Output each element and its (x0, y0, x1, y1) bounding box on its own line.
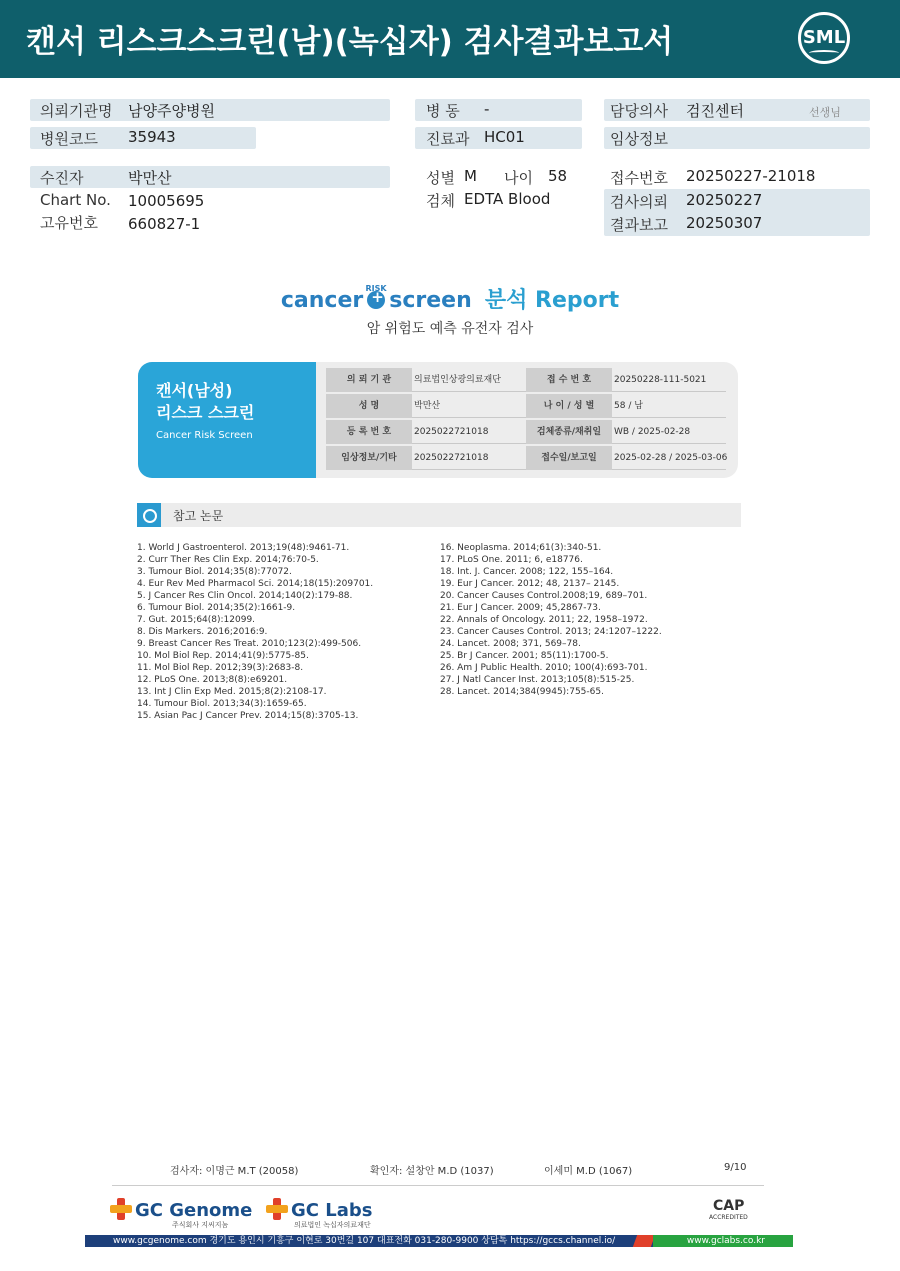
doctor2-signature: 이세미 M.D (1067) (544, 1166, 633, 1177)
card-title-line2: 리스크 스크린 (156, 403, 255, 422)
ward-label: 병 동 (426, 102, 460, 120)
age-label: 나이 (504, 169, 533, 187)
receipt-value: 20250227-21018 (686, 167, 816, 185)
code-label: 병원코드 (40, 130, 98, 148)
gc-cross-icon (266, 1198, 288, 1220)
card-value: WB / 2025-02-28 (614, 427, 691, 437)
references-header (137, 503, 741, 527)
patient-bar (30, 166, 390, 188)
brand-cancer: cancer (280, 288, 364, 313)
patient-label: 수진자 (40, 169, 84, 187)
brand-report: 분석 Report (484, 288, 620, 313)
card-key: 의 뢰 기 관 (326, 368, 412, 392)
report-title: 캔서 리스크스크린(남)(녹십자) 검사결과보고서 (26, 24, 674, 60)
age-value: 58 (548, 167, 568, 185)
reference-item: 24. Lancet. 2008; 371, 569–78. (440, 639, 581, 649)
ward-value: - (484, 100, 490, 118)
patient-value: 박만산 (128, 169, 172, 187)
reference-item: 21. Eur J Cancer. 2009; 45,2867-73. (440, 603, 601, 613)
card-row (326, 394, 726, 418)
reference-item: 11. Mol Biol Rep. 2012;39(3):2683-8. (137, 663, 304, 673)
footer-bar (85, 1235, 793, 1247)
footer-address: www.gcgenome.com 경기도 용인시 기흥구 이현로 30번길 107 대표전화 031-280-9900 상담톡 https://gccs.channel.io/ (113, 1236, 616, 1246)
references-right (440, 542, 662, 698)
reference-item: 1. World J Gastroenterol. 2013;19(48):9461-71. (137, 543, 350, 553)
card-title-line1: 캔서(남성) (156, 381, 233, 400)
card-title (156, 380, 254, 424)
id-label: 고유번호 (40, 214, 98, 232)
reference-item: 9. Breast Cancer Res Treat. 2010;123(2):499-506. (137, 639, 362, 649)
brand-risk: RISK (365, 284, 387, 293)
reference-item: 8. Dis Markers. 2016;2016:9. (137, 627, 268, 637)
reference-item: 17. PLoS One. 2011; 6, e18776. (440, 555, 583, 565)
sml-logo-text: SML (802, 27, 846, 48)
footer-red-stripe (633, 1235, 655, 1247)
card-row (326, 446, 726, 470)
reference-item: 19. Eur J Cancer. 2012; 48, 2137– 2145. (440, 579, 620, 589)
doctor-suffix: 선생님 (809, 106, 841, 119)
gc-labs-sub: 의료법인 녹십자의료재단 (294, 1221, 371, 1229)
card-key: 임상정보/기타 (326, 446, 412, 470)
specimen-value: EDTA Blood (464, 190, 551, 208)
gc-genome-logo (110, 1198, 253, 1229)
card-row (326, 420, 726, 444)
cap-title: CAP (713, 1198, 745, 1214)
chart-value: 10005695 (128, 192, 205, 210)
clinical-label: 임상정보 (610, 130, 668, 148)
reference-item: 27. J Natl Cancer Inst. 2013;105(8):515-25. (440, 675, 635, 685)
doctor-value: 검진센터 (686, 102, 744, 120)
card-key: 접 수 번 호 (526, 368, 612, 392)
footer-divider (112, 1185, 764, 1186)
doctor-label: 담당의사 (610, 102, 668, 120)
reference-item: 3. Tumour Biol. 2014;35(8):77072. (137, 567, 292, 577)
cap-sub: ACCREDITED (709, 1214, 748, 1221)
reference-item: 2. Curr Ther Res Clin Exp. 2014;76:70-5. (137, 555, 319, 565)
sex-label: 성별 (426, 169, 455, 187)
report-label: 결과보고 (610, 216, 668, 234)
references-title: 참고 논문 (173, 509, 224, 523)
card-title-panel (138, 362, 316, 478)
report-value: 20250307 (686, 214, 763, 232)
id-value: 660827-1 (128, 215, 201, 233)
card-value: 20250228-111-5021 (614, 375, 707, 385)
reference-item: 14. Tumour Biol. 2013;34(3):1659-65. (137, 699, 307, 709)
reference-item: 13. Int J Clin Exp Med. 2015;8(2):2108-17. (137, 687, 327, 697)
reference-item: 16. Neoplasma. 2014;61(3):340-51. (440, 543, 602, 553)
sml-logo-arc (809, 50, 839, 56)
card-title-en: Cancer Risk Screen (156, 430, 253, 441)
tester-signature: 검사자: 이명근 M.T (20058) (170, 1166, 299, 1177)
reference-item: 22. Annals of Oncology. 2011; 22, 1958–1972. (440, 615, 648, 625)
reference-item: 20. Cancer Causes Control.2008;19, 689–701. (440, 591, 648, 601)
card-value: 58 / 남 (614, 401, 643, 411)
reference-item: 10. Mol Biol Rep. 2014;41(9):5775-85. (137, 651, 309, 661)
card-key: 나 이 / 성 별 (526, 394, 612, 418)
dept-value: HC01 (484, 128, 525, 146)
gc-cross-icon (110, 1198, 132, 1220)
card-key: 검체종류/채취일 (526, 420, 612, 444)
card-key: 등 록 번 호 (326, 420, 412, 444)
receipt-label: 접수번호 (610, 169, 668, 187)
reference-item: 12. PLoS One. 2013;8(8):e69201. (137, 675, 288, 685)
chart-label: Chart No. (40, 191, 111, 209)
card-value: 2025022721018 (414, 453, 489, 463)
hospital-value: 남양주양병원 (128, 102, 215, 120)
reference-item: 25. Br J Cancer. 2001; 85(11):1700-5. (440, 651, 609, 661)
risk-screen-card (138, 362, 738, 478)
brand-screen: screen (389, 288, 472, 313)
gc-labs-name: GC Labs (291, 1200, 373, 1221)
card-value: 박만산 (414, 401, 441, 411)
cap-accredited-logo (695, 1198, 765, 1228)
card-key: 접수일/보고일 (526, 446, 612, 470)
gc-labs-logo (266, 1198, 373, 1229)
brand-risk-line (0, 276, 900, 295)
confirmer-signature: 확인자: 설창안 M.D (1037) (370, 1166, 494, 1177)
reference-item: 28. Lancet. 2014;384(9945):755-65. (440, 687, 604, 697)
gc-genome-name: GC Genome (135, 1200, 253, 1221)
reference-item: 6. Tumour Biol. 2014;35(2):1661-9. (137, 603, 296, 613)
card-value: 2025-02-28 / 2025-03-06 (614, 453, 728, 463)
references-left (137, 542, 373, 722)
dept-label: 진료과 (426, 130, 470, 148)
sex-value: M (464, 167, 477, 185)
footer-labs-url: www.gclabs.co.kr (686, 1236, 765, 1246)
reference-item: 5. J Cancer Res Clin Oncol. 2014;140(2):179-88. (137, 591, 353, 601)
reference-item: 26. Am J Public Health. 2010; 100(4):693-701. (440, 663, 648, 673)
globe-icon (137, 503, 161, 527)
request-value: 20250227 (686, 191, 763, 209)
card-key: 성 명 (326, 394, 412, 418)
page-number: 9/10 (724, 1162, 747, 1173)
gc-genome-sub: 주식회사 지씨지놈 (172, 1221, 229, 1229)
sml-logo (798, 12, 850, 64)
reference-item: 4. Eur Rev Med Pharmacol Sci. 2014;18(15):209701. (137, 579, 374, 589)
card-value: 의료법인상광의료재단 (414, 375, 501, 385)
specimen-label: 검체 (426, 192, 455, 210)
reference-item: 23. Cancer Causes Control. 2013; 24:1207–1222. (440, 627, 662, 637)
request-label: 검사의뢰 (610, 193, 668, 211)
card-value: 2025022721018 (414, 427, 489, 437)
reference-item: 18. Int. J. Cancer. 2008; 122, 155–164. (440, 567, 614, 577)
report-subtitle: 암 위험도 예측 유전자 검사 (366, 321, 534, 337)
report-header (0, 0, 900, 78)
code-value: 35943 (128, 128, 176, 146)
hospital-label: 의뢰기관명 (40, 102, 113, 120)
card-row (326, 368, 726, 392)
reference-item: 15. Asian Pac J Cancer Prev. 2014;15(8):3705-13. (137, 711, 359, 721)
reference-item: 7. Gut. 2015;64(8):12099. (137, 615, 256, 625)
